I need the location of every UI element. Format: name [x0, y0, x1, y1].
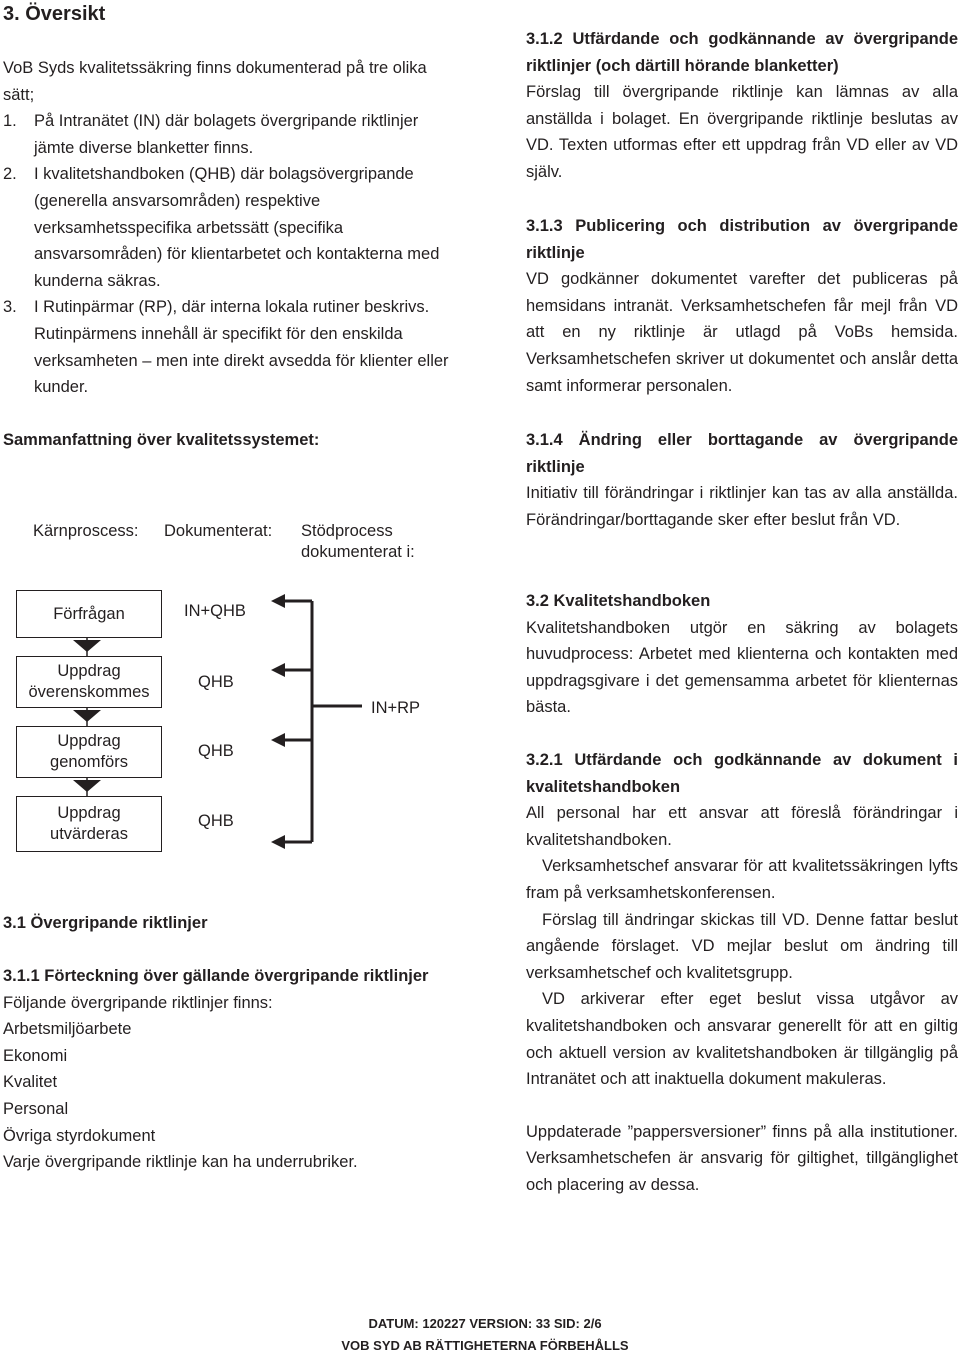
doc-label-request: IN+QHB — [184, 602, 246, 620]
footer-rights: VOB SYD AB RÄTTIGHETERNA FÖRBEHÅLLS — [341, 1338, 629, 1353]
support-process-header: Stödprocess dokumenterat i: — [301, 522, 415, 561]
page-title: 3. Översikt — [3, 3, 106, 25]
list-item: Arbetsmiljöarbete — [3, 1020, 132, 1039]
summary-heading: Sammanfattning över kvalitetssystemet: — [3, 431, 320, 449]
process-step-evaluated: Uppdrag utvärderas — [16, 796, 162, 852]
s313-heading: 3.1.3 Publicering och distribution av övergripande riktlinje — [526, 217, 958, 262]
flow-arrow — [73, 778, 101, 796]
list-item-text: I kvalitetshandboken (QHB) där bolagsövergripande (generella ansvarsområden) respektive verksamhetsspecifika arbetssätt (specifika ansvarsområden) för klientarbetet och kontakterna med kunderna säkras. — [34, 165, 440, 290]
s311-heading: 3.1.1 Förteckning över gällande övergripande riktlinjer — [3, 967, 429, 985]
process-step-request: Förfrågan — [16, 590, 162, 638]
guideline-list — [3, 1016, 455, 1149]
s32-section — [526, 588, 958, 721]
s311-intro: Följande övergripande riktlinjer finns: — [3, 993, 273, 1012]
process-step-performed: Uppdrag genomförs — [16, 726, 162, 778]
doc-label-performed: QHB — [198, 742, 234, 760]
s314-text: Initiativ till förändringar i riktlinjer kan tas av alla anställda. Förändringar/borttagande sker efter beslut från VD. — [526, 484, 958, 529]
flow-arrow — [73, 638, 101, 656]
list-item: Ekonomi — [3, 1046, 68, 1065]
s321-paragraph: Uppdaterade ”pappersversioner” finns på alla institutioner. Verksamhetschefen är ansvarig för giltighet, tillgänglighet och placering av dessa. — [526, 1122, 958, 1194]
list-item-number: 3. — [3, 298, 17, 317]
s321-paragraph: VD arkiverar efter eget beslut vissa utgåvor av kvalitetshandboken och ansvarar generellt för att en giltig och aktuell version av kvalitetshandboken är tillgänglig på Intranätet och att inaktuella dokument makuleras. — [526, 990, 958, 1089]
s32-heading: 3.2 Kvalitetshandboken — [526, 592, 711, 610]
doc-label-agreed: QHB — [198, 673, 234, 691]
s314-heading: 3.1.4 Ändring eller borttagande av övergripande riktlinje — [526, 431, 958, 476]
s312-section — [526, 26, 958, 186]
list-item: Kvalitet — [3, 1073, 58, 1092]
s311-outro: Varje övergripande riktlinje kan ha underrubriker. — [3, 1153, 358, 1172]
s31-heading: 3.1 Övergripande riktlinjer — [3, 914, 208, 932]
overview-intro: VoB Syds kvalitetssäkring finns dokumenterad på tre olika sätt; — [3, 59, 427, 104]
core-process-header: Kärnproscess: — [33, 522, 139, 540]
process-step-agreed: Uppdrag överenskommes — [16, 656, 162, 708]
list-item-text: På Intranätet (IN) där bolagets övergripande riktlinjer jämte diverse blanketter finns. — [34, 112, 419, 157]
s321-paragraph: Verksamhetschef ansvarar för att kvalitetssäkringen lyfts fram på verksamhetskonferensen. — [526, 857, 958, 902]
s321-section — [526, 747, 958, 1199]
footer-meta: DATUM: 120227 VERSION: 33 SID: 2/6 — [368, 1316, 602, 1331]
s321-paragraph: Förslag till ändringar skickas till VD. Denne fattar beslut angående förslaget. VD mejlar beslut om ändring till verksamhetschef och kvalitetsgrupp. — [526, 910, 958, 982]
support-bracket — [271, 594, 362, 849]
list-item: Övriga styrdokument — [3, 1126, 156, 1145]
doc-label-evaluated: QHB — [198, 812, 234, 830]
list-item-number: 1. — [3, 112, 17, 131]
s313-text: VD godkänner dokumentet varefter det publiceras på hemsidans intranät. Verksamhetschefen får mejl från VD att en ny riktlinje är utlagd på VoBs hemsida. Verksamhetschefen skriver ut dokumentet och anslår detta samt informerar personalen. — [526, 270, 958, 395]
list-item-text: I Rutinpärmar (RP), där interna lokala rutiner beskrivs. Rutinpärmens innehåll är specifikt för den enskilda verksamheten – men inte direkt avsedda för klienter eller kunder. — [34, 298, 449, 397]
support-doc-label: IN+RP — [371, 699, 421, 717]
flow-arrow — [73, 708, 101, 726]
list-item: Personal — [3, 1099, 69, 1118]
list-item-number: 2. — [3, 165, 17, 184]
s321-heading: 3.2.1 Utfärdande och godkännande av dokument i kvalitetshandboken — [526, 751, 958, 796]
s313-section — [526, 213, 958, 399]
s32-text: Kvalitetshandboken utgör en säkring av bolagets huvudprocess: Arbetet med klienterna och kontakten med uppdragsgivare i det gemensamma arbetet för klienternas bästa. — [526, 618, 958, 717]
s321-paragraph: All personal har ett ansvar att föreslå förändringar i kvalitetshandboken. — [526, 804, 958, 849]
quality-system-diagram — [3, 0, 455, 870]
s314-section — [526, 427, 958, 533]
s311-section — [3, 963, 455, 1176]
s312-heading: 3.1.2 Utfärdande och godkännande av övergripande riktlinjer (och därtill hörande blanketter) — [526, 30, 958, 75]
documented-header: Dokumenterat: — [164, 522, 273, 540]
s312-text: Förslag till övergripande riktlinje kan lämnas av alla anställda i bolaget. En övergripande riktlinje beslutas av VD. Texten utformas efter ett uppdrag från VD eller av VD själv. — [526, 83, 958, 181]
